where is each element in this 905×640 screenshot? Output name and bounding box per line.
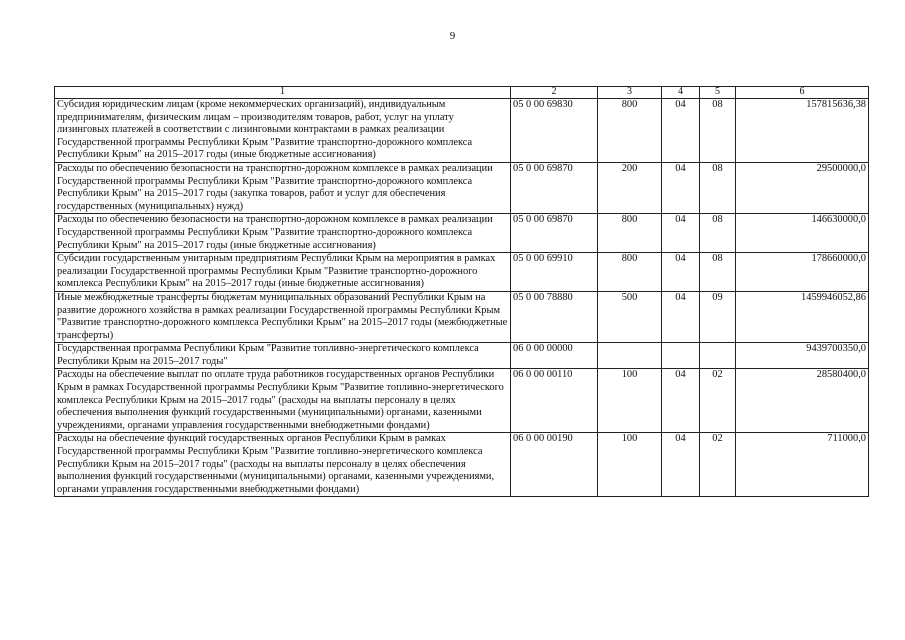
row-description: Субсидия юридическим лицам (кроме некоммерческих организаций), индивидуальным предпринимателям, физическим лицам – производителям товаров, работ, услуг на уплату лизинговых платежей в соответствии с лизинговыми контрактами в рамках реализации Государственной программы Республики Крым "Развитие транспортно-дорожного комплекса Республики Крым" на 2015–2017 годы (иные бюджетные ассигнования) bbox=[55, 99, 511, 163]
expense-type-code: 800 bbox=[598, 99, 662, 163]
amount: 157815636,38 bbox=[736, 99, 869, 163]
subsection-code: 08 bbox=[700, 214, 736, 253]
section-code: 04 bbox=[662, 369, 700, 433]
column-header: 2 bbox=[511, 87, 598, 99]
row-description: Расходы на обеспечение выплат по оплате труда работников государственных органов Республики Крым в рамках Государственной программы Республики Крым "Развитие топливно-энергетического комплекса Республики Крым на 2015–2017 годы" (расходы на выплаты персоналу в целях обеспечения выполнения функций государственными (муниципальными) органами, казенными учреждениями, органами управления государственными внебюджетными фондами) bbox=[55, 369, 511, 433]
expense-type-code bbox=[598, 343, 662, 369]
expense-type-code: 500 bbox=[598, 291, 662, 342]
expense-type-code: 200 bbox=[598, 162, 662, 213]
row-description: Расходы по обеспечению безопасности на транспортно-дорожном комплексе в рамках реализации Государственной программы Республики Крым "Развитие транспортно-дорожного комплекса Республики Крым" на 2015–2017 годы (закупка товаров, работ и услуг для обеспечения государственных (муниципальных) нужд) bbox=[55, 162, 511, 213]
column-header: 4 bbox=[662, 87, 700, 99]
column-header: 6 bbox=[736, 87, 869, 99]
table-row bbox=[55, 162, 869, 213]
target-article-code: 05 0 00 69830 bbox=[511, 99, 598, 163]
amount: 711000,0 bbox=[736, 433, 869, 497]
section-code: 04 bbox=[662, 214, 700, 253]
column-header: 1 bbox=[55, 87, 511, 99]
budget-table bbox=[54, 86, 869, 497]
amount: 146630000,0 bbox=[736, 214, 869, 253]
amount: 9439700350,0 bbox=[736, 343, 869, 369]
target-article-code: 06 0 00 00190 bbox=[511, 433, 598, 497]
expense-type-code: 100 bbox=[598, 433, 662, 497]
target-article-code: 06 0 00 00110 bbox=[511, 369, 598, 433]
section-code: 04 bbox=[662, 291, 700, 342]
row-description: Государственная программа Республики Крым "Развитие топливно-энергетического комплекса Республики Крым на 2015–2017 годы" bbox=[55, 343, 511, 369]
subsection-code bbox=[700, 343, 736, 369]
table-row bbox=[55, 343, 869, 369]
amount: 1459946052,86 bbox=[736, 291, 869, 342]
row-description: Расходы по обеспечению безопасности на транспортно-дорожном комплексе в рамках реализации Государственной программы Республики Крым "Развитие транспортно-дорожного комплекса Республики Крым" на 2015–2017 годы (иные бюджетные ассигнования) bbox=[55, 214, 511, 253]
expense-type-code: 100 bbox=[598, 369, 662, 433]
row-description: Субсидии государственным унитарным предприятиям Республики Крым на мероприятия в рамках реализации Государственной программы Республики Крым "Развитие транспортно-дорожного комплекса Республики Крым" на 2015–2017 годы (иные бюджетные ассигнования) bbox=[55, 253, 511, 292]
subsection-code: 09 bbox=[700, 291, 736, 342]
header-row bbox=[55, 87, 869, 99]
amount: 178660000,0 bbox=[736, 253, 869, 292]
target-article-code: 05 0 00 78880 bbox=[511, 291, 598, 342]
section-code: 04 bbox=[662, 433, 700, 497]
table-row bbox=[55, 291, 869, 342]
table-row bbox=[55, 214, 869, 253]
subsection-code: 02 bbox=[700, 433, 736, 497]
amount: 29500000,0 bbox=[736, 162, 869, 213]
table-row bbox=[55, 253, 869, 292]
page-number: 9 bbox=[449, 30, 456, 42]
row-description: Иные межбюджетные трансферты бюджетам муниципальных образований Республики Крым на развитие дорожного хозяйства в рамках реализации Государственной программы Республики Крым "Развитие транспортно-дорожного комплекса Республики Крым" на 2015–2017 годы (межбюджетные трансферты) bbox=[55, 291, 511, 342]
section-code: 04 bbox=[662, 253, 700, 292]
table-row bbox=[55, 369, 869, 433]
row-description: Расходы на обеспечение функций государственных органов Республики Крым в рамках Государственной программы Республики Крым "Развитие топливно-энергетического комплекса Республики Крым на 2015–2017 годы" (расходы на выплаты персоналу в целях обеспечения выполнения функций государственными (муниципальными) органами, казенными учреждениями, органами управления государственными внебюджетными фондами) bbox=[55, 433, 511, 497]
subsection-code: 08 bbox=[700, 253, 736, 292]
target-article-code: 05 0 00 69910 bbox=[511, 253, 598, 292]
subsection-code: 02 bbox=[700, 369, 736, 433]
expense-type-code: 800 bbox=[598, 253, 662, 292]
column-header: 3 bbox=[598, 87, 662, 99]
amount: 28580400,0 bbox=[736, 369, 869, 433]
column-header: 5 bbox=[700, 87, 736, 99]
section-code: 04 bbox=[662, 162, 700, 213]
table-row bbox=[55, 99, 869, 163]
target-article-code: 05 0 00 69870 bbox=[511, 214, 598, 253]
target-article-code: 05 0 00 69870 bbox=[511, 162, 598, 213]
subsection-code: 08 bbox=[700, 162, 736, 213]
section-code: 04 bbox=[662, 99, 700, 163]
expense-type-code: 800 bbox=[598, 214, 662, 253]
table-row bbox=[55, 433, 869, 497]
subsection-code: 08 bbox=[700, 99, 736, 163]
target-article-code: 06 0 00 00000 bbox=[511, 343, 598, 369]
section-code bbox=[662, 343, 700, 369]
